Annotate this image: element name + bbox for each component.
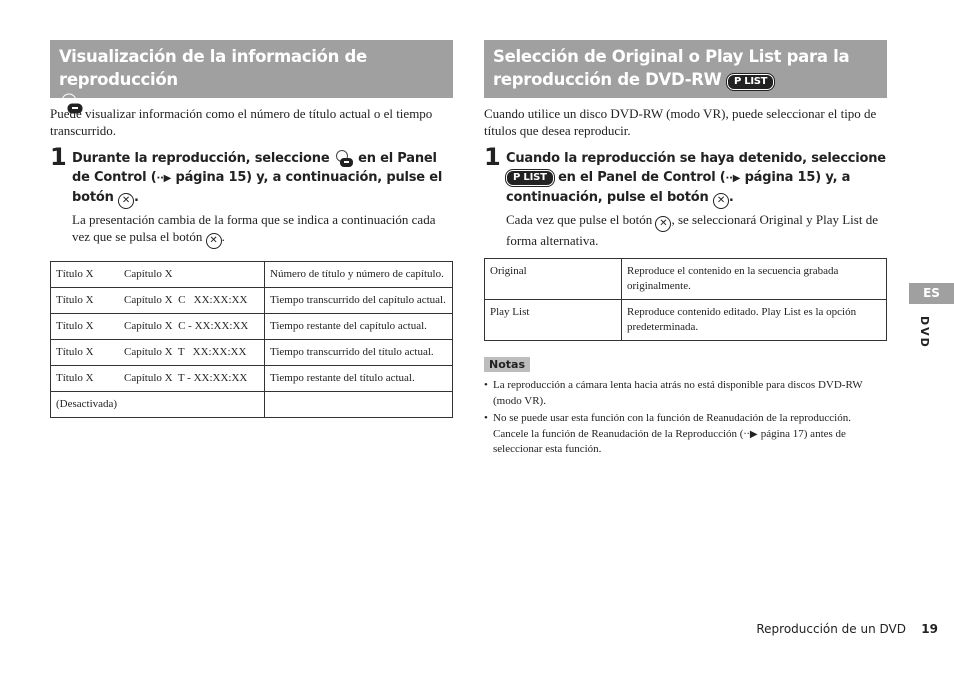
section-heading-info bbox=[50, 40, 453, 98]
cell-capitulo: Capítulo X T - XX:XX:XX bbox=[124, 372, 248, 384]
cross-button-icon: ✕ bbox=[206, 233, 222, 249]
arrow-ref-icon: ··▶ bbox=[725, 173, 741, 184]
right-column bbox=[484, 40, 887, 460]
notes-list bbox=[484, 378, 887, 458]
list-item bbox=[484, 378, 887, 409]
table-cell: Reproduce contenido editado. Play List es la opción predeterminada. bbox=[622, 300, 887, 341]
table-cell: Tiempo restante del título actual. bbox=[265, 366, 453, 392]
table-cell bbox=[51, 262, 265, 288]
info-disc-icon bbox=[334, 150, 354, 168]
note-text: La reproducción a cámara lenta hacia atrás no está disponible para discos DVD-RW (modo VR). bbox=[493, 379, 863, 407]
intro-text: Cuando utilice un disco DVD-RW (modo VR), puede seleccionar el tipo de títulos que desea reproducir. bbox=[484, 106, 877, 138]
step-description bbox=[506, 211, 887, 249]
step-title-part: en el Panel de Control ( bbox=[558, 170, 726, 185]
cell-titulo: (Desactivada) bbox=[56, 398, 118, 410]
heading-text: Selección de Original o Play List para la bbox=[493, 47, 850, 66]
arrow-ref-icon: ··▶ bbox=[743, 428, 761, 440]
table-row bbox=[51, 314, 453, 340]
cell-titulo: Título X bbox=[56, 268, 94, 280]
step-title-part: página 15) y, a continuación, pulse el botón bbox=[72, 170, 443, 205]
table-cell bbox=[51, 288, 265, 314]
step-title: Durante la reproducción, seleccione en el Panel de Control (··▶ página 15) y, a continuación, pulse el botón ✕ . bbox=[72, 149, 453, 209]
intro-text: Puede visualizar información como el número de título actual o el tiempo transcurrido. bbox=[50, 106, 433, 138]
step-title-part: Durante la reproducción, seleccione bbox=[72, 151, 330, 166]
table-cell: Original bbox=[485, 259, 622, 300]
cross-button-icon: ✕ bbox=[118, 193, 134, 209]
info-table bbox=[50, 261, 453, 418]
cell-titulo: Título X bbox=[56, 346, 94, 358]
cell-titulo: Título X bbox=[56, 372, 94, 384]
table-row bbox=[51, 366, 453, 392]
table-cell bbox=[51, 340, 265, 366]
table-cell: Reproduce el contenido en la secuencia grabada originalmente. bbox=[622, 259, 887, 300]
note-text: página 17) antes de seleccionar esta función. bbox=[493, 427, 846, 455]
step-title-part: en el Panel de Control ( bbox=[72, 151, 437, 185]
footer-section-title: Reproducción de un DVD bbox=[756, 622, 906, 636]
cell-titulo: Título X bbox=[56, 320, 94, 332]
table-row bbox=[51, 288, 453, 314]
table-cell: Número de título y número de capítulo. bbox=[265, 262, 453, 288]
plist-table bbox=[484, 258, 887, 341]
step-title-part: Cuando la reproducción se haya detenido, seleccione bbox=[506, 151, 886, 166]
plist-icon: P LIST bbox=[727, 74, 774, 90]
step-number: 1 bbox=[484, 143, 501, 171]
section-side-label: DVD bbox=[918, 316, 931, 349]
list-item bbox=[484, 411, 887, 458]
table-row bbox=[51, 262, 453, 288]
arrow-ref-icon: ··▶ bbox=[156, 173, 172, 184]
table-cell bbox=[51, 366, 265, 392]
heading-text: Visualización de la información de reproducción bbox=[59, 47, 367, 89]
cell-capitulo: Capítulo X bbox=[124, 268, 173, 280]
step-desc-text: La presentación cambia de la forma que se indica a continuación cada vez que se pulsa el botón bbox=[72, 212, 436, 244]
step-1 bbox=[50, 143, 453, 249]
cell-capitulo: Capítulo X C XX:XX:XX bbox=[124, 294, 248, 306]
section-heading-plist bbox=[484, 40, 887, 98]
plist-icon: P LIST bbox=[506, 170, 554, 186]
table-cell: Tiempo restante del capítulo actual. bbox=[265, 314, 453, 340]
step-number: 1 bbox=[50, 143, 67, 171]
cross-button-icon: ✕ bbox=[713, 193, 729, 209]
cross-button-icon: ✕ bbox=[655, 216, 671, 232]
table-row bbox=[51, 392, 453, 418]
table-cell: Play List bbox=[485, 300, 622, 341]
left-column bbox=[50, 40, 453, 418]
table-row bbox=[51, 340, 453, 366]
step-desc-text: , se seleccionará Original y Play List de forma alternativa. bbox=[506, 212, 878, 248]
table-row bbox=[485, 300, 887, 341]
step-description: La presentación cambia de la forma que se indica a continuación cada vez que se pulsa el botón ✕ . bbox=[72, 211, 453, 249]
table-cell: Tiempo transcurrido del capítulo actual. bbox=[265, 288, 453, 314]
step-desc-text: Cada vez que pulse el botón bbox=[506, 212, 653, 227]
step-title: Cuando la reproducción se haya detenido, seleccione P LIST en el Panel de Control (··▶ página 15) y, a continuación, pulse el botón ✕ . bbox=[506, 149, 887, 209]
notes-label: Notas bbox=[484, 357, 530, 372]
table-cell bbox=[265, 392, 453, 418]
table-cell: Tiempo transcurrido del título actual. bbox=[265, 340, 453, 366]
cell-titulo: Título X bbox=[56, 294, 94, 306]
note-text: No se puede usar esta función con la función de Reanudación de la reproducción. Cancele la función de Reanudación de la Reproducción ( bbox=[493, 412, 851, 440]
language-tab: ES bbox=[909, 283, 954, 304]
step-title-part: página 15) y, a continuación, pulse el botón bbox=[506, 170, 851, 205]
table-cell bbox=[51, 392, 265, 418]
heading-text: reproducción de DVD-RW bbox=[493, 70, 722, 89]
page-number: 19 bbox=[921, 622, 938, 636]
table-row bbox=[485, 259, 887, 300]
cell-capitulo: Capítulo X C - XX:XX:XX bbox=[124, 320, 249, 332]
step-1 bbox=[484, 143, 887, 249]
cell-capitulo: Capítulo X T XX:XX:XX bbox=[124, 346, 247, 358]
table-cell bbox=[51, 314, 265, 340]
